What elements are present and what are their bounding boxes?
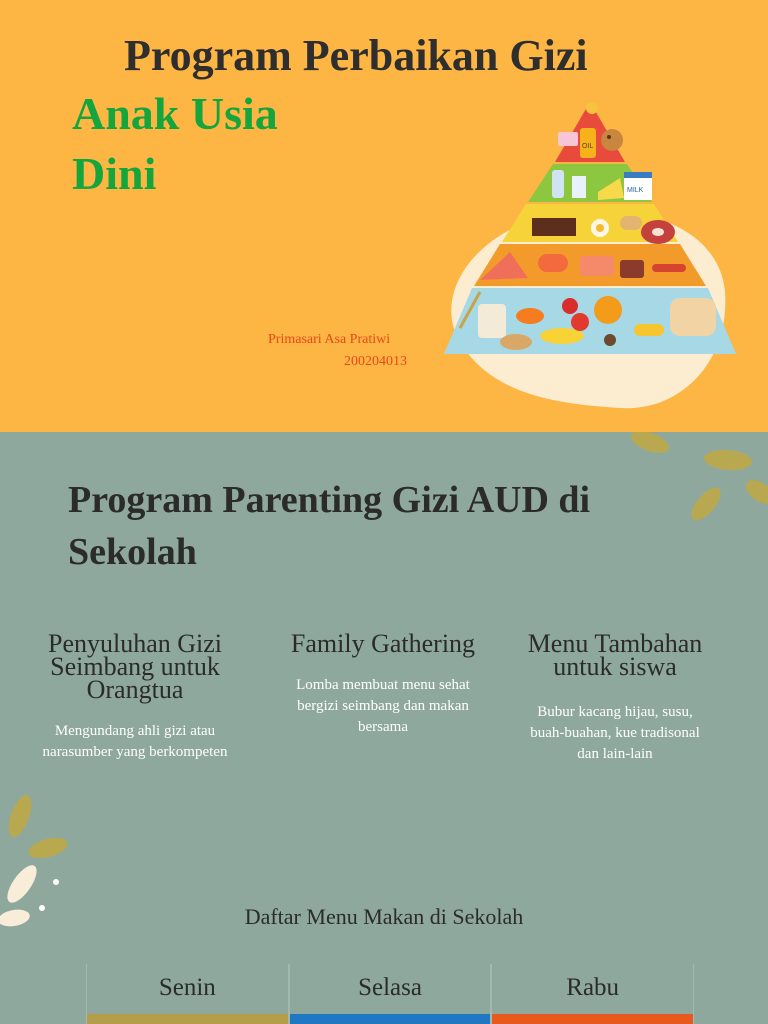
author-id: 200204013 — [344, 354, 407, 369]
title-slide — [0, 0, 768, 432]
bread-loaf-icon — [670, 298, 716, 336]
day-label: Senin — [158, 974, 216, 1001]
program-heading: Penyuluhan Gizi Seimbang untuk Orangtua — [47, 629, 223, 704]
day-label: Selasa — [358, 974, 422, 1001]
salmon-icon — [580, 256, 614, 276]
menu-title-text: Daftar Menu Makan di Sekolah — [244, 904, 524, 929]
day-monday — [86, 964, 289, 1024]
yogurt-cup-icon — [572, 176, 586, 198]
nuts-icon — [620, 216, 642, 230]
corn-icon — [634, 324, 664, 336]
potato-icon — [500, 334, 532, 350]
flour-bag-icon — [478, 304, 506, 338]
program-heading: Family Gathering — [290, 629, 476, 658]
food-pyramid-illustration — [420, 92, 750, 412]
program-heading: Menu Tambahan untuk siswa — [527, 629, 703, 681]
tomato-icon — [571, 313, 589, 331]
beef-icon — [620, 260, 644, 278]
day-color-bar — [87, 1014, 288, 1024]
section-title: Program Parenting Gizi AUD di Sekolah — [68, 479, 591, 573]
beans-icon — [604, 334, 616, 346]
menu-title — [0, 904, 768, 930]
day-wednesday — [491, 964, 694, 1024]
carrot-icon — [516, 308, 544, 324]
program-description: Mengundang ahli gizi atau narasumber yang berkompeten — [42, 723, 228, 760]
program-description: Bubur kacang hijau, susu, buah-buahan, kue tradisonal dan lain-lain — [530, 704, 700, 762]
apple-icon — [562, 298, 578, 314]
lollipop-icon — [586, 102, 598, 114]
chocolate-bar-icon — [532, 218, 576, 236]
content-slide — [0, 432, 768, 1024]
sausage-icon — [652, 264, 686, 272]
day-color-bar — [492, 1014, 693, 1024]
cookie-chip-icon — [607, 135, 611, 139]
slide-title: Program Perbaikan Gizi — [124, 31, 588, 80]
day-tabs — [86, 964, 694, 1024]
program-description: Lomba membuat menu sehat bergizi seimbang dan makan bersama — [296, 677, 470, 735]
program-column-3 — [520, 629, 710, 765]
cookie-icon — [601, 129, 623, 151]
oil-label: OIL — [582, 143, 594, 150]
author-name: Primasari Asa Pratiwi — [268, 332, 391, 347]
shrimp-icon — [538, 254, 568, 272]
day-color-bar — [290, 1014, 491, 1024]
program-column-2 — [288, 629, 478, 738]
day-label: Rabu — [566, 974, 620, 1001]
milk-label: MILK — [627, 187, 644, 194]
bottle-icon — [552, 170, 564, 198]
program-column-1 — [36, 629, 234, 763]
day-tuesday — [289, 964, 492, 1024]
cake-icon — [558, 132, 578, 146]
pepper-icon — [594, 296, 622, 324]
slide-subtitle: Anak Usia Dini — [72, 88, 278, 199]
